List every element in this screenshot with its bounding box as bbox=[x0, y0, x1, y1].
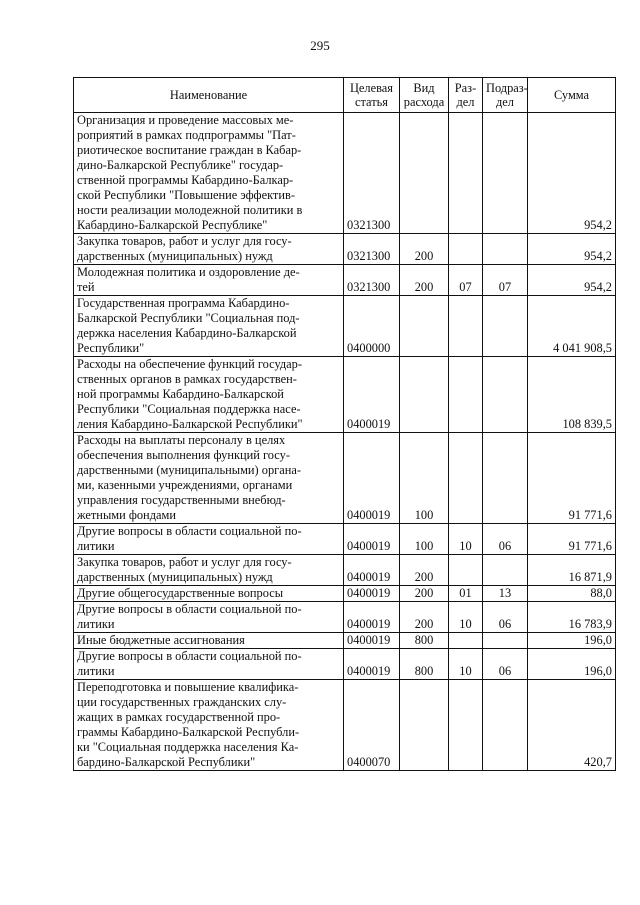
row-section bbox=[449, 633, 483, 649]
row-amount: 196,0 bbox=[528, 633, 616, 649]
row-amount: 420,7 bbox=[528, 680, 616, 771]
row-type: 100 bbox=[400, 524, 449, 555]
row-type bbox=[400, 357, 449, 433]
row-type: 200 bbox=[400, 234, 449, 265]
header-amount: Сумма bbox=[528, 78, 616, 113]
table-row bbox=[74, 113, 616, 234]
row-name: Другие вопросы в области социальной по- литики bbox=[74, 524, 344, 555]
table-row bbox=[74, 524, 616, 555]
row-name: Организация и проведение массовых ме- роприятий в рамках подпрограммы "Пат- риотическое воспитание граждан в Кабар- дино-Балкарской Республике" государ- ственной программы Кабардино-Балкар- ской Республики "Повышение эффектив- ности реализации молодежной политики в Кабардино-Балкарской Республике" bbox=[74, 113, 344, 234]
row-target: 0321300 bbox=[344, 234, 400, 265]
row-type: 200 bbox=[400, 555, 449, 586]
row-section: 10 bbox=[449, 649, 483, 680]
table-row bbox=[74, 234, 616, 265]
row-section: 10 bbox=[449, 602, 483, 633]
row-name: Государственная программа Кабардино- Балкарской Республики "Социальная под- держка населения Кабардино-Балкарской Республики" bbox=[74, 296, 344, 357]
row-section bbox=[449, 357, 483, 433]
row-type: 200 bbox=[400, 602, 449, 633]
row-section bbox=[449, 555, 483, 586]
row-name: Расходы на выплаты персоналу в целях обеспечения выполнения функций госу- дарственными (муниципальными) органа- ми, казенными учреждениями, органами управления государственными внебюд- жетными фондами bbox=[74, 433, 344, 524]
row-target: 0400019 bbox=[344, 433, 400, 524]
row-name: Иные бюджетные ассигнования bbox=[74, 633, 344, 649]
row-section: 10 bbox=[449, 524, 483, 555]
table-row bbox=[74, 357, 616, 433]
row-amount: 16 783,9 bbox=[528, 602, 616, 633]
row-target: 0400019 bbox=[344, 633, 400, 649]
row-section bbox=[449, 234, 483, 265]
row-amount: 16 871,9 bbox=[528, 555, 616, 586]
row-section bbox=[449, 433, 483, 524]
row-type: 100 bbox=[400, 433, 449, 524]
row-amount: 108 839,5 bbox=[528, 357, 616, 433]
row-name: Другие вопросы в области социальной по- литики bbox=[74, 602, 344, 633]
row-target: 0321300 bbox=[344, 265, 400, 296]
row-target: 0400019 bbox=[344, 357, 400, 433]
row-amount: 954,2 bbox=[528, 234, 616, 265]
table-row bbox=[74, 555, 616, 586]
table-row bbox=[74, 433, 616, 524]
row-subsection bbox=[483, 633, 528, 649]
header-type: Вид расхода bbox=[400, 78, 449, 113]
row-subsection bbox=[483, 296, 528, 357]
row-target: 0321300 bbox=[344, 113, 400, 234]
row-name: Переподготовка и повышение квалифика- ции государственных гражданских слу- жащих в рамках государственной про- граммы Кабардино-Балкарской Республи- ки "Социальная поддержка населения Ка- бардино-Балкарской Республики" bbox=[74, 680, 344, 771]
row-subsection: 13 bbox=[483, 586, 528, 602]
row-name: Расходы на обеспечение функций государ- ственных органов в рамках государствен- ной программы Кабардино-Балкарской Республики "Социальная поддержка насе- ления Кабардино-Балкарской Республики" bbox=[74, 357, 344, 433]
row-target: 0400019 bbox=[344, 524, 400, 555]
row-subsection bbox=[483, 555, 528, 586]
row-subsection bbox=[483, 433, 528, 524]
row-target: 0400000 bbox=[344, 296, 400, 357]
row-subsection bbox=[483, 234, 528, 265]
row-section: 01 bbox=[449, 586, 483, 602]
row-subsection bbox=[483, 113, 528, 234]
row-amount: 954,2 bbox=[528, 265, 616, 296]
row-subsection bbox=[483, 680, 528, 771]
row-name: Закупка товаров, работ и услуг для госу- дарственных (муниципальных) нужд bbox=[74, 555, 344, 586]
row-amount: 954,2 bbox=[528, 113, 616, 234]
row-amount: 88,0 bbox=[528, 586, 616, 602]
table-row bbox=[74, 633, 616, 649]
row-target: 0400019 bbox=[344, 602, 400, 633]
row-amount: 91 771,6 bbox=[528, 524, 616, 555]
budget-table bbox=[73, 77, 616, 771]
row-subsection: 06 bbox=[483, 524, 528, 555]
table-row bbox=[74, 680, 616, 771]
row-amount: 196,0 bbox=[528, 649, 616, 680]
row-section bbox=[449, 296, 483, 357]
header-section: Раз- дел bbox=[449, 78, 483, 113]
row-subsection: 06 bbox=[483, 602, 528, 633]
row-subsection bbox=[483, 357, 528, 433]
row-amount: 4 041 908,5 bbox=[528, 296, 616, 357]
row-target: 0400070 bbox=[344, 680, 400, 771]
row-section bbox=[449, 113, 483, 234]
row-type bbox=[400, 680, 449, 771]
table-row bbox=[74, 296, 616, 357]
table-row bbox=[74, 649, 616, 680]
header-subsection: Подраз- дел bbox=[483, 78, 528, 113]
table-row bbox=[74, 586, 616, 602]
header-target: Целевая статья bbox=[344, 78, 400, 113]
row-name: Закупка товаров, работ и услуг для госу- дарственных (муниципальных) нужд bbox=[74, 234, 344, 265]
header-row bbox=[74, 78, 616, 113]
row-subsection: 07 bbox=[483, 265, 528, 296]
row-name: Другие общегосударственные вопросы bbox=[74, 586, 344, 602]
page-number: 295 bbox=[310, 38, 330, 53]
table-row bbox=[74, 602, 616, 633]
row-name: Другие вопросы в области социальной по- литики bbox=[74, 649, 344, 680]
row-type: 800 bbox=[400, 649, 449, 680]
row-type: 200 bbox=[400, 265, 449, 296]
row-name: Молодежная политика и оздоровление де- тей bbox=[74, 265, 344, 296]
table-row bbox=[74, 265, 616, 296]
row-type: 800 bbox=[400, 633, 449, 649]
row-type bbox=[400, 113, 449, 234]
row-target: 0400019 bbox=[344, 555, 400, 586]
header-name: Наименование bbox=[74, 78, 344, 113]
row-section: 07 bbox=[449, 265, 483, 296]
row-type: 200 bbox=[400, 586, 449, 602]
row-target: 0400019 bbox=[344, 649, 400, 680]
row-subsection: 06 bbox=[483, 649, 528, 680]
row-type bbox=[400, 296, 449, 357]
row-section bbox=[449, 680, 483, 771]
row-target: 0400019 bbox=[344, 586, 400, 602]
row-amount: 91 771,6 bbox=[528, 433, 616, 524]
